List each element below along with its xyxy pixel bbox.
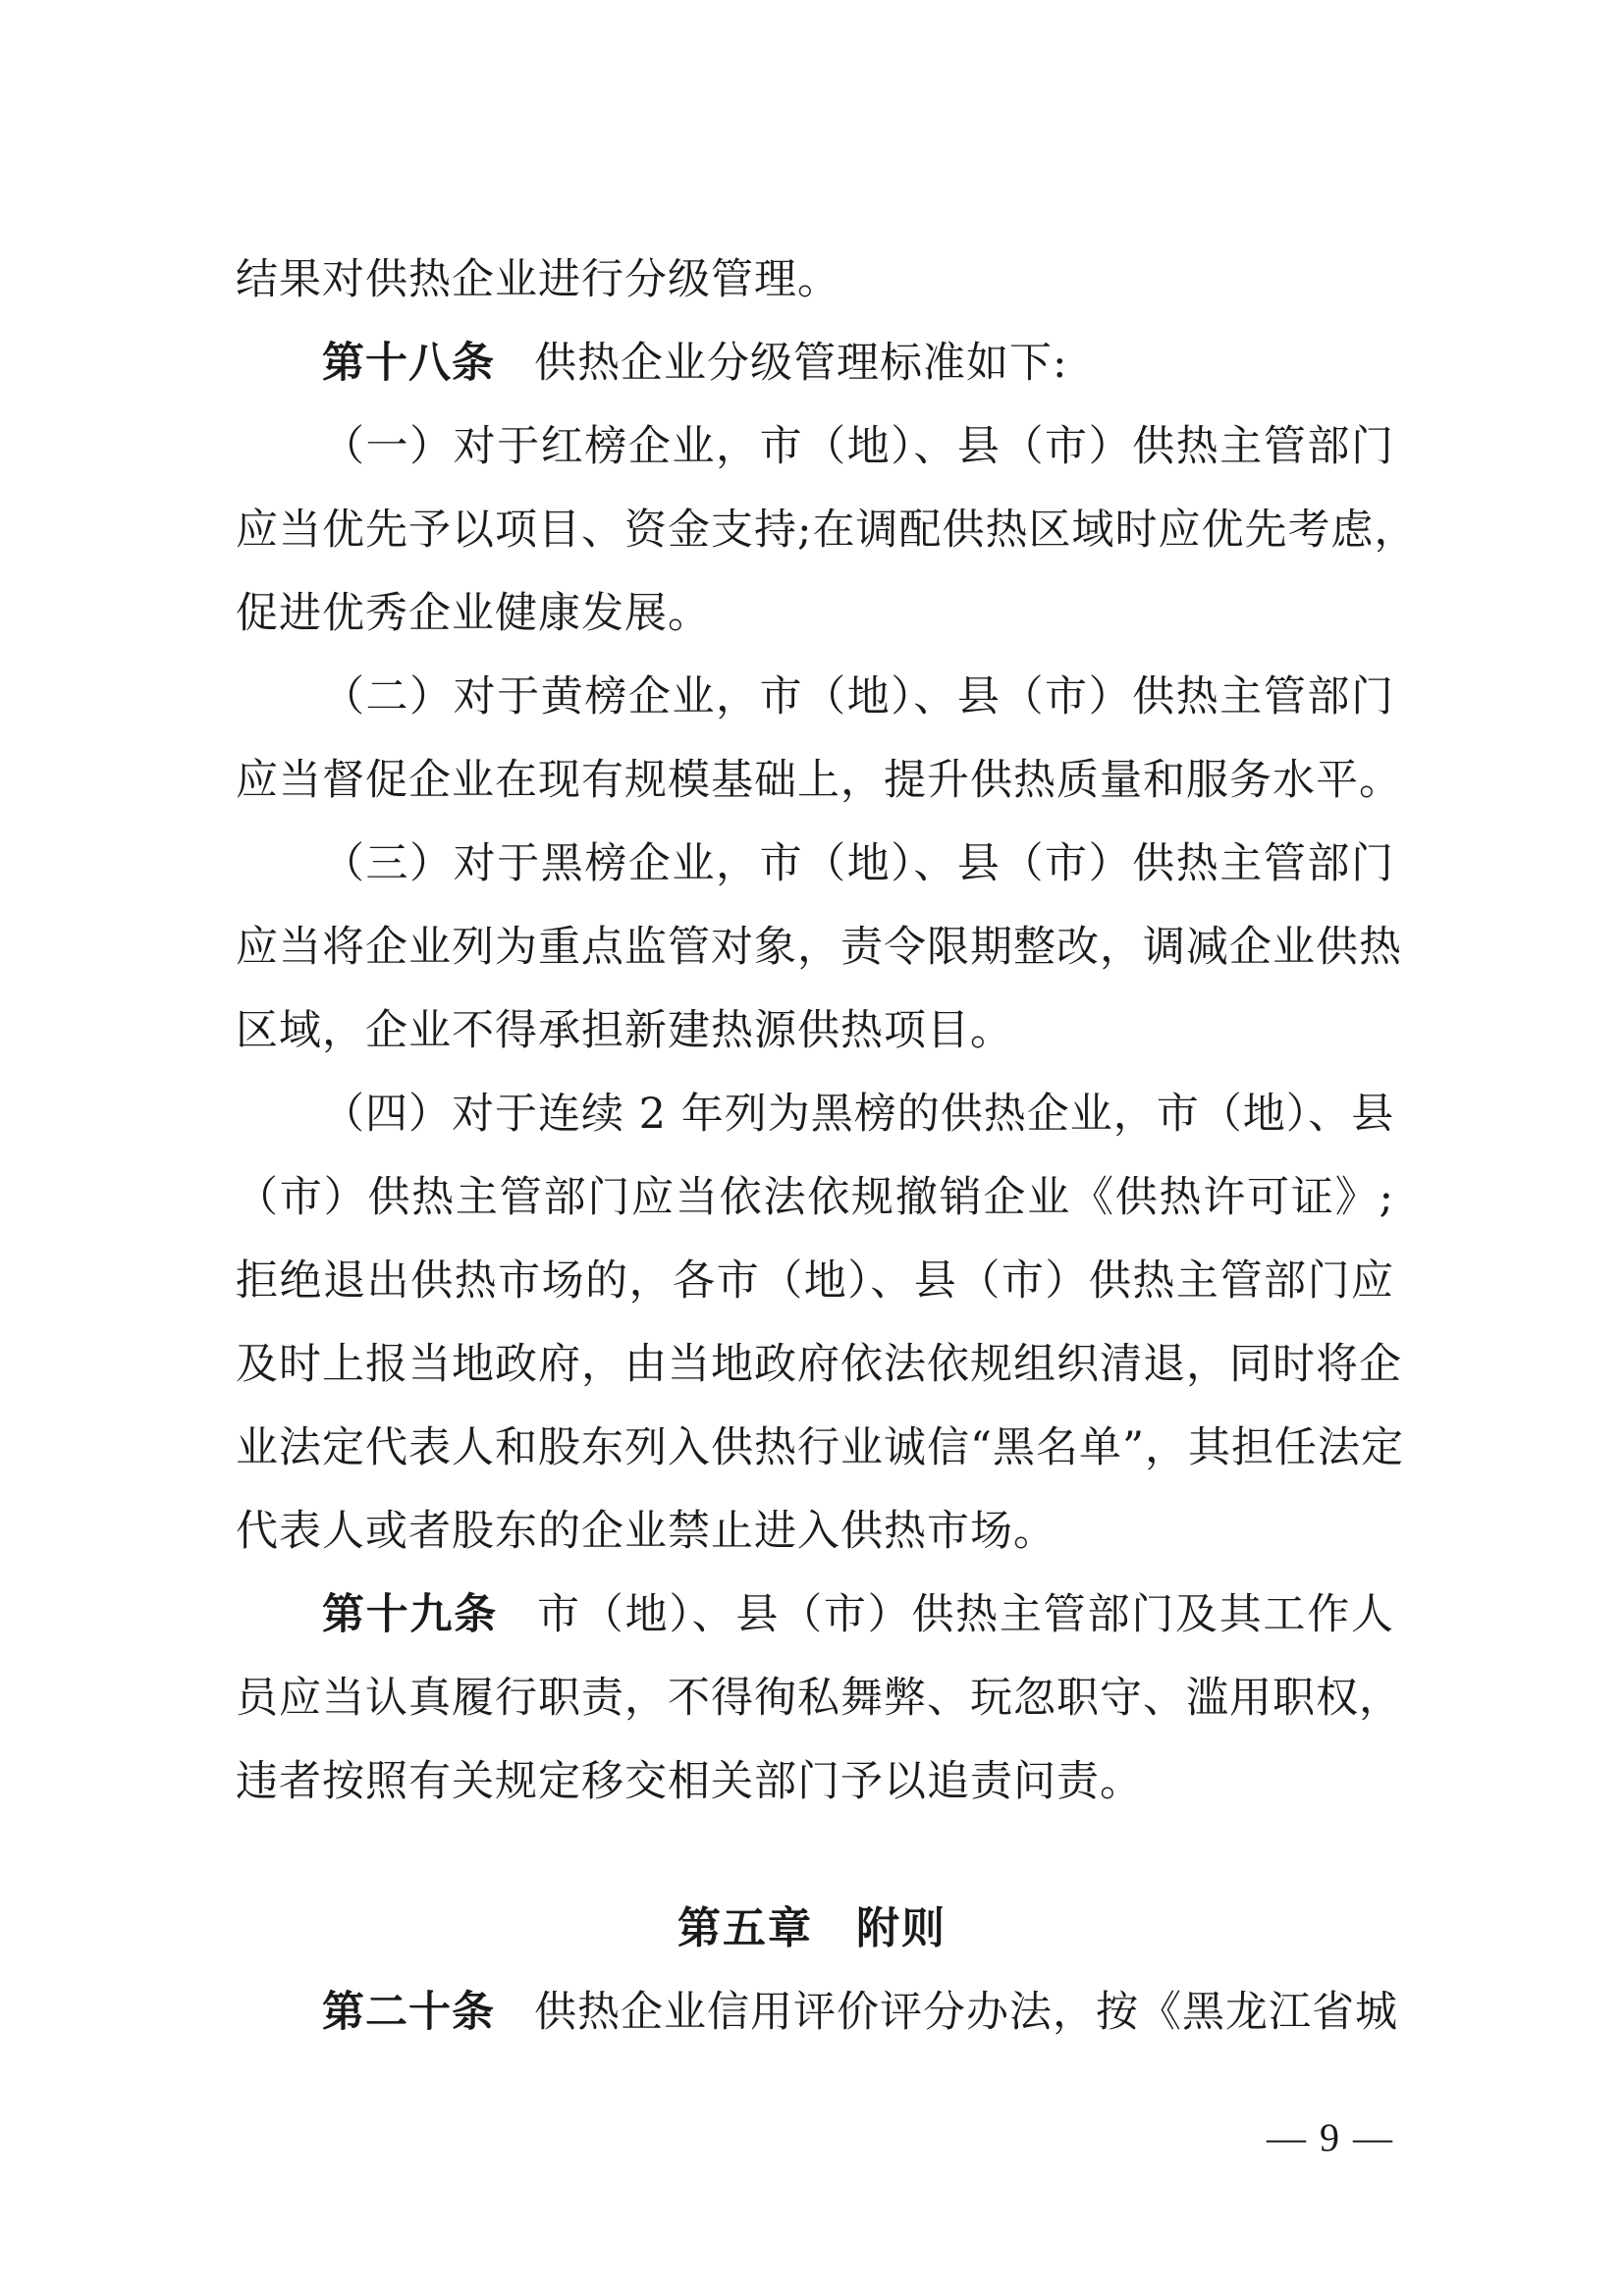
paragraph-line: 应当督促企业在现有规模基础上，提升供热质量和服务水平。 bbox=[236, 756, 1402, 805]
paragraph-line: 促进优秀企业健康发展。 bbox=[236, 589, 711, 638]
article-18-text: 供热企业分级管理标准如下: bbox=[534, 339, 1068, 388]
paragraph-line: 结果对供热企业进行分级管理。 bbox=[236, 255, 840, 304]
chapter-heading bbox=[0, 1899, 1624, 1958]
paragraph-line: （市）供热主管部门应当依法依规撤销企业《供热许可证》; bbox=[236, 1173, 1394, 1222]
paragraph-line: 应当将企业列为重点监管对象，责令限期整改，调减企业供热 bbox=[236, 923, 1402, 972]
paragraph-line: 区域，企业不得承担新建热源供热项目。 bbox=[236, 1006, 1013, 1055]
article-18-line bbox=[322, 334, 1394, 393]
paragraph-line: （一）对于红榜企业，市（地）、县（市）供热主管部门 bbox=[322, 422, 1394, 471]
paragraph-line: （四）对于连续 2 年列为黑榜的供热企业，市（地）、县 bbox=[322, 1090, 1395, 1139]
article-20-line bbox=[322, 1983, 1398, 2042]
paragraph-line: 违者按照有关规定移交相关部门予以追责问责。 bbox=[236, 1757, 1143, 1806]
paragraph-line: 员应当认真履行职责，不得徇私舞弊、玩忽职守、滥用职权， bbox=[236, 1674, 1402, 1723]
paragraph-line: （二）对于黄榜企业，市（地）、县（市）供热主管部门 bbox=[322, 672, 1394, 721]
article-19-text: 市（地）、县（市）供热主管部门及其工作人 bbox=[537, 1590, 1395, 1639]
article-19-line bbox=[322, 1585, 1394, 1644]
page-number: — 9 — bbox=[1267, 2115, 1394, 2160]
chapter-title: 附则 bbox=[856, 1903, 947, 1953]
paragraph-line: 代表人或者股东的企业禁止进入供热市场。 bbox=[236, 1507, 1056, 1556]
paragraph-line: 业法定代表人和股东列入供热行业诚信“黑名单”，其担任法定 bbox=[236, 1423, 1404, 1472]
article-18-heading: 第十八条 bbox=[322, 339, 495, 388]
article-20-text: 供热企业信用评价评分办法，按《黑龙江省城 bbox=[534, 1988, 1398, 2037]
chapter-number: 第五章 bbox=[677, 1903, 813, 1953]
paragraph-line: 拒绝退出供热市场的，各市（地）、县（市）供热主管部门应 bbox=[236, 1256, 1394, 1306]
paragraph-line: 及时上报当地政府，由当地政府依法依规组织清退，同时将企 bbox=[236, 1340, 1402, 1389]
paragraph-line: （三）对于黑榜企业，市（地）、县（市）供热主管部门 bbox=[322, 839, 1394, 888]
paragraph-line: 应当优先予以项目、资金支持;在调配供热区域时应优先考虑， bbox=[236, 506, 1418, 555]
article-19-heading: 第十九条 bbox=[322, 1590, 499, 1639]
article-20-heading: 第二十条 bbox=[322, 1988, 495, 2037]
